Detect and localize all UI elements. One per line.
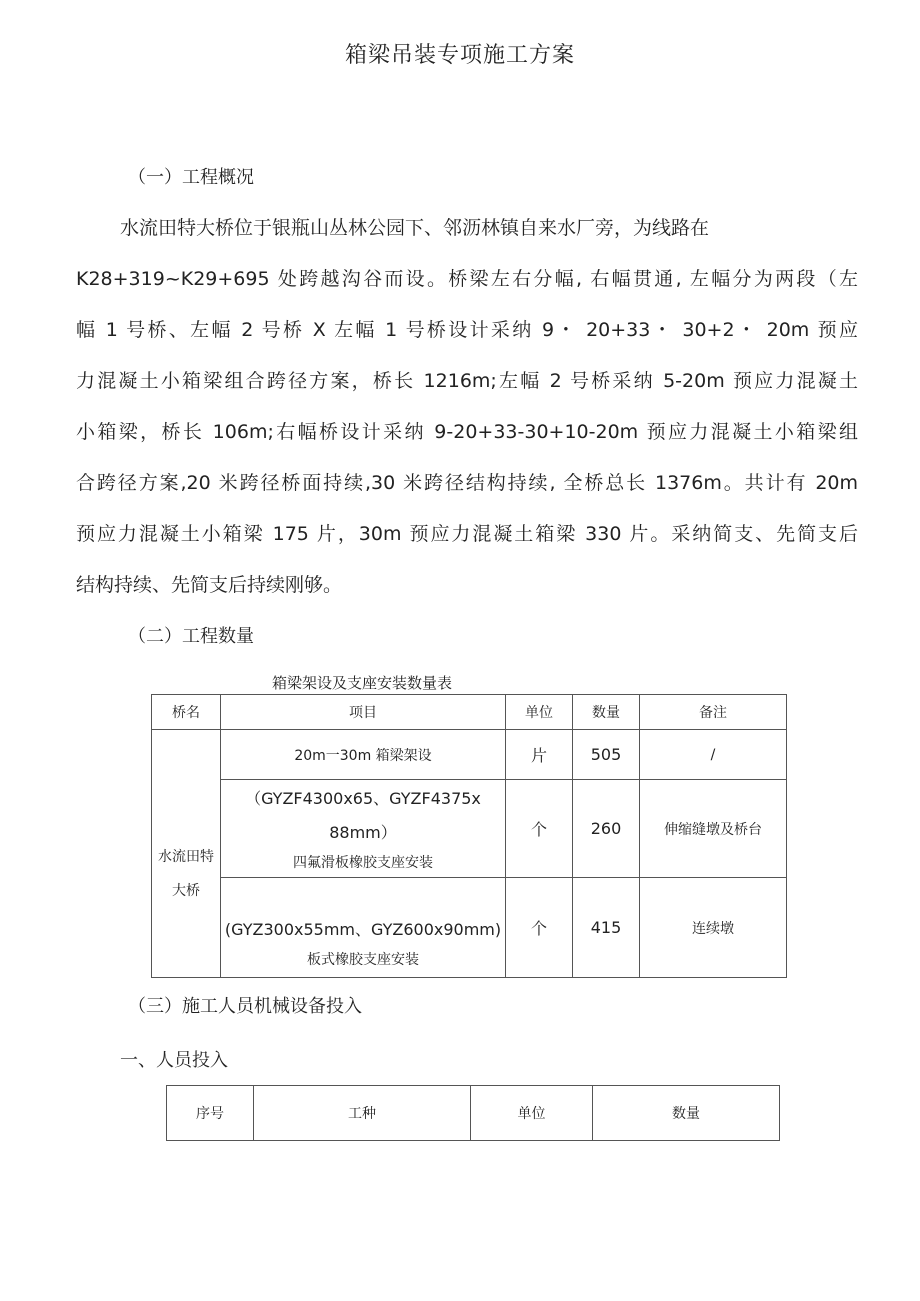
item-desc-line: 板式橡胶支座安装 [307,951,419,968]
note-cell: / [640,730,787,780]
table-row [152,780,787,878]
paragraph-line: K28+319~K29+695 处跨越沟谷而设。桥梁左右分幅, 右幅贯通, 左幅分为两段（左 [76,268,858,290]
table-header-row [152,695,787,730]
personnel-table [166,1085,780,1141]
note-cell: 连续墩 [640,878,787,978]
paragraph-line: 结构持续、先简支后持续刚够。 [76,574,343,596]
item-spec-line: (GYZ300x55mm、GYZ600x90mm) [224,919,502,939]
quantity-cell: 415 [573,878,640,978]
bridge-name-line: 水流田特 [158,848,214,865]
table-header-row [167,1086,780,1141]
table-row [152,730,787,780]
unit-cell: 片 [506,730,573,780]
unit-cell: 个 [506,780,573,878]
note-cell: 伸缩缝墩及桥台 [640,780,787,878]
section-heading-resources: （三）施工人员机械设备投入 [128,996,362,1017]
overview-paragraph [76,210,858,618]
item-cell [221,780,506,878]
header-note: 备注 [640,695,787,730]
paragraph-line: 小箱梁，桥长 106m;右幅桥设计采纳 9-20+33-30+10-20m 预应力混凝土小箱梁组 [76,421,858,443]
item-spec-line: 88mm） [329,822,397,842]
unit-cell: 个 [506,878,573,978]
item-cell: 20m一30m 箱梁架设 [221,730,506,780]
paragraph-line: 幅 1 号桥、左幅 2 号桥 X 左幅 1 号桥设计采纳 9・ 20+33・ 30+2・ 20m 预应 [76,319,858,341]
quantity-cell: 505 [573,730,640,780]
table-caption: 箱梁架设及支座安装数量表 [272,674,453,692]
bridge-name-cell [152,730,221,978]
quantity-cell: 260 [573,780,640,878]
header-unit: 单位 [471,1086,593,1141]
table-row [152,878,787,978]
header-item: 项目 [221,695,506,730]
sub-heading-personnel: 一、人员投入 [120,1050,228,1071]
paragraph-line: 合跨径方案,20 米跨径桥面持续,30 米跨径结构持续, 全桥总长 1376m。共计有 20m [76,472,858,494]
bridge-name-line: 大桥 [172,882,200,899]
section-heading-overview: （一）工程概况 [128,167,254,188]
document-title: 箱梁吊装专项施工方案 [344,43,575,68]
header-bridge-name: 桥名 [152,695,221,730]
item-cell [221,878,506,978]
header-serial: 序号 [167,1086,254,1141]
header-quantity: 数量 [573,695,640,730]
paragraph-line: 水流田特大桥位于银瓶山丛林公园下、邻沥林镇自来水厂旁，为线路在 [120,217,710,239]
section-heading-quantities: （二）工程数量 [128,626,254,647]
header-job-type: 工种 [254,1086,471,1141]
paragraph-line: 预应力混凝土小箱梁 175 片，30m 预应力混凝土箱梁 330 片。采纳简支、先简支后 [76,523,858,545]
header-quantity: 数量 [593,1086,780,1141]
quantity-table [151,694,787,978]
paragraph-line: 力混凝土小箱梁组合跨径方案，桥长 1216m;左幅 2 号桥采纳 5-20m 预应力混凝土 [76,370,858,392]
header-unit: 单位 [506,695,573,730]
item-desc-line: 四氟滑板橡胶支座安装 [293,854,433,871]
item-spec-line: （GYZF4300x65、GYZF4375x [245,788,481,808]
